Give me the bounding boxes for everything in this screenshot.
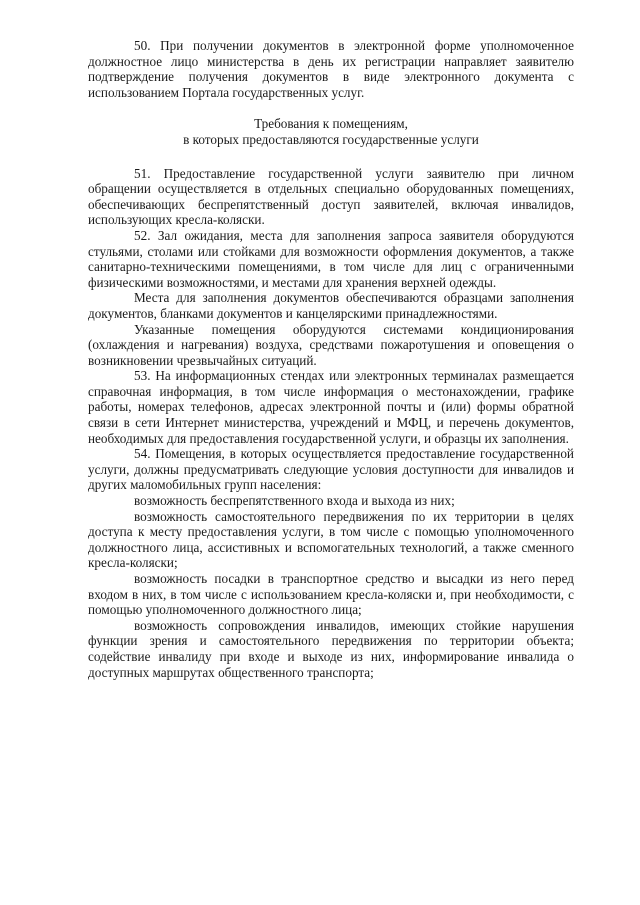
section-heading-line-2: в которых предоставляются государственные услуги	[183, 131, 479, 147]
paragraph-52-places: Места для заполнения документов обеспечиваются образцами заполнения документов, бланками документов и канцелярскими принадлежностями.	[88, 290, 574, 321]
paragraph-52: 52. Зал ожидания, места для заполнения запроса заявителя оборудуются стульями, столами или стойками для возможности оформления документов, а также санитарно-техническими помещениями, в том числе для лиц с ограниченными физическими возможностями, и местами для хранения верхней одежды.	[88, 227, 574, 290]
paragraph-52-equipment: Указанные помещения оборудуются системами кондиционирования (охлаждения и нагревания) воздуха, средствами пожаротушения и оповещения о возникновении чрезвычайных ситуаций.	[88, 321, 574, 368]
list-item-entry-exit: возможность беспрепятственного входа и выхода из них;	[134, 493, 455, 509]
section-heading	[88, 116, 574, 147]
list-item-transport: возможность посадки в транспортное средство и высадки из него перед входом в них, в том числе с использованием кресла-коляски и, при необходимости, с помощью уполномоченного должностного лица;	[88, 571, 574, 618]
paragraph-50: 50. При получении документов в электронной форме уполномоченное должностное лицо министерства в день их регистрации направляет заявителю подтверждение получения документов в виде электронного документа с использованием Портала государственных услуг.	[88, 38, 574, 100]
paragraph-54: 54. Помещения, в которых осуществляется предоставление государственной услуги, должны предусматривать следующие условия доступности для инвалидов и других маломобильных групп населения:	[88, 446, 574, 493]
paragraph-51: 51. Предоставление государственной услуги заявителю при личном обращении осуществляется в отдельных специально оборудованных помещениях, обеспечивающих беспрепятственный доступ заявителей, включая инвалидов, использующих кресла-коляски.	[88, 165, 574, 228]
section-heading-line-1: Требования к помещениям,	[254, 116, 408, 132]
paragraph-53: 53. На информационных стендах или электронных терминалах размещается справочная информация, в том числе информация о местонахождении, графике работы, номерах телефонов, адресах электронной почты и (или) формы обратной связи в сети Интернет министерства, учреждений и МФЦ, и перечень документов, необходимых для предоставления государственной услуги, и образцы их заполнения.	[88, 368, 574, 446]
document-page	[88, 38, 574, 680]
list-item-movement: возможность самостоятельного передвижения по их территории в целях доступа к месту предоставления услуги, в том числе с помощью уполномоченного должностного лица, ассистивных и вспомогательных технологий, а также сменного кресла-коляски;	[88, 508, 574, 571]
list-item-escort: возможность сопровождения инвалидов, имеющих стойкие нарушения функции зрения и самостоятельного передвижения по территории объекта; содействие инвалиду при входе и выходе из них, информирование инвалида о доступных маршрутах общественного транспорта;	[88, 617, 574, 680]
